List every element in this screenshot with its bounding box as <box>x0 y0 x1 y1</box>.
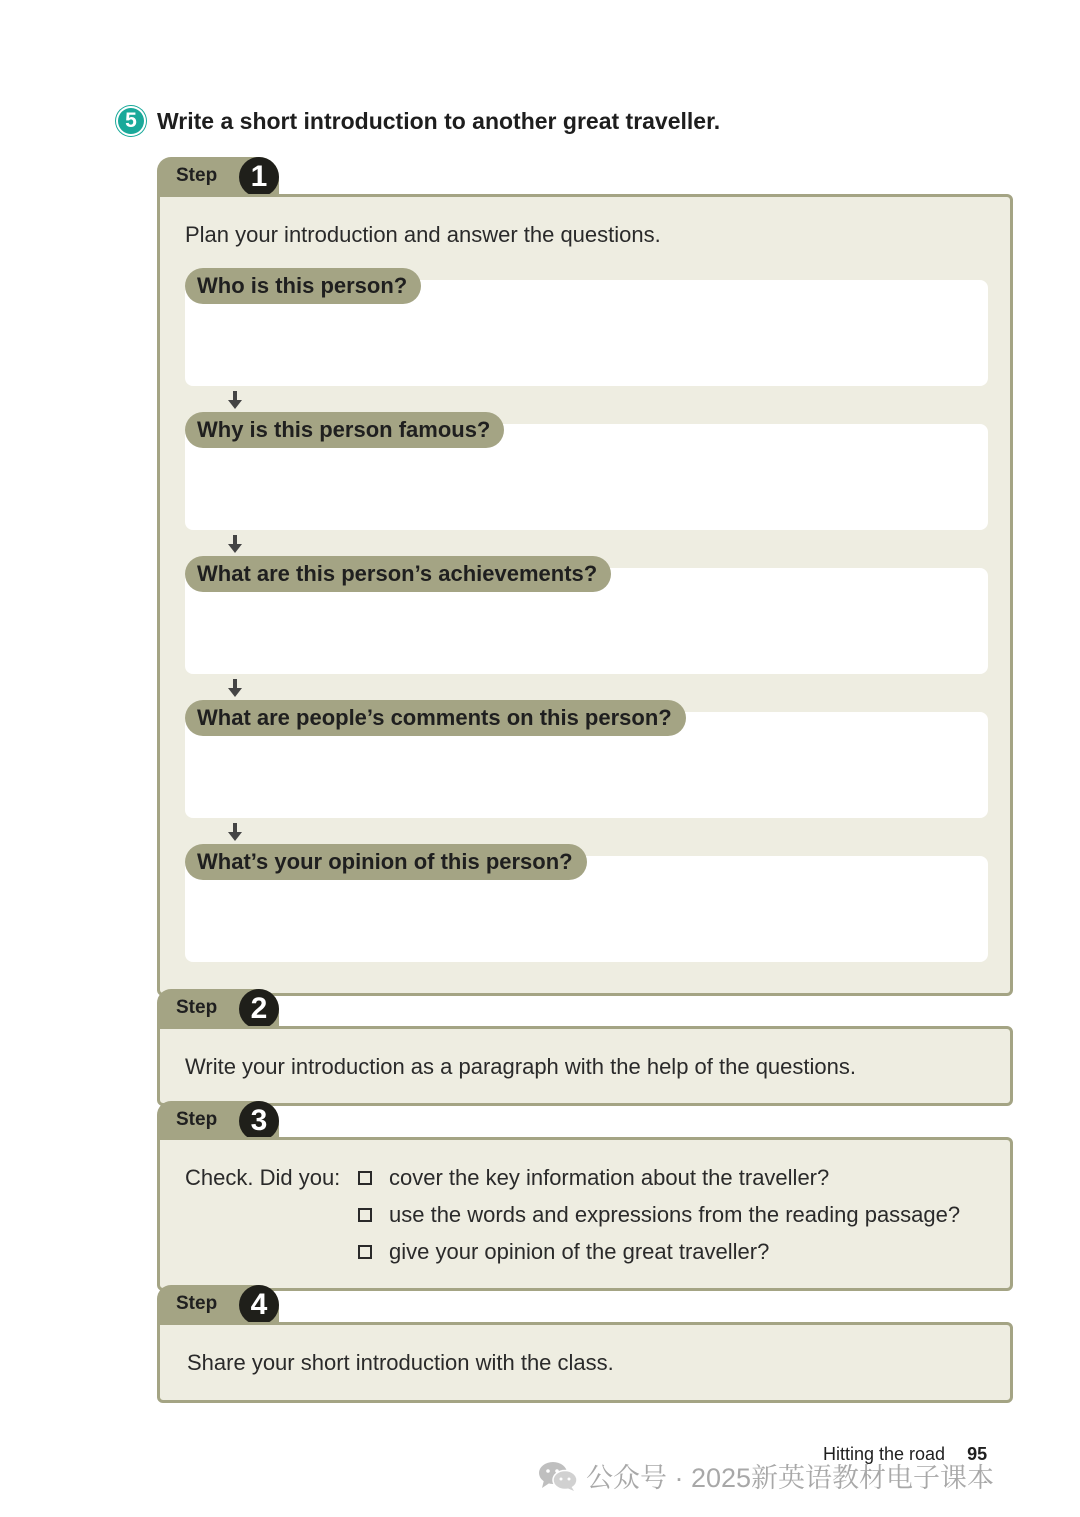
checklist-item[interactable] <box>358 1202 960 1228</box>
checklist-item[interactable] <box>358 1239 769 1265</box>
arrow-down-icon <box>228 823 242 841</box>
checklist-item[interactable] <box>358 1165 829 1191</box>
step-2-tab <box>157 989 279 1029</box>
step-label: Step <box>176 1109 218 1130</box>
step-3-instruction: Check. Did you: <box>185 1165 341 1190</box>
step-label: Step <box>176 165 218 186</box>
step-1-tab <box>157 157 279 197</box>
checklist-text: cover the key information about the traveller? <box>389 1165 830 1190</box>
checkbox[interactable] <box>358 1208 372 1222</box>
step-number: 1 <box>239 157 279 197</box>
step-4-instruction: Share your short introduction with the class. <box>187 1350 614 1375</box>
task-header <box>116 106 720 136</box>
arrow-down-icon <box>228 679 242 697</box>
arrow-down-icon <box>228 535 242 553</box>
watermark <box>538 1456 994 1495</box>
step-1-instruction: Plan your introduction and answer the questions. <box>185 222 661 247</box>
question-who: Who is this person? <box>185 268 421 304</box>
step-2-instruction: Write your introduction as a paragraph with the help of the questions. <box>185 1054 856 1079</box>
page-number: 95 <box>967 1444 988 1464</box>
unit-title: Hitting the road <box>823 1444 946 1464</box>
question-achievements: What are this person’s achievements? <box>185 556 611 592</box>
checkbox[interactable] <box>358 1171 372 1185</box>
checklist-text: give your opinion of the great traveller? <box>389 1239 770 1264</box>
question-comments: What are people’s comments on this person? <box>185 700 686 736</box>
checklist-text: use the words and expressions from the reading passage? <box>389 1202 961 1227</box>
watermark-text: 公众号 · 2025新英语教材电子课本 <box>586 1463 995 1493</box>
step-number: 4 <box>239 1285 279 1325</box>
wechat-icon <box>538 1460 578 1492</box>
checkbox[interactable] <box>358 1245 372 1259</box>
step-label: Step <box>176 1293 218 1314</box>
task-title: Write a short introduction to another great traveller. <box>157 107 721 134</box>
step-3-tab <box>157 1101 279 1141</box>
question-opinion: What’s your opinion of this person? <box>185 844 587 880</box>
step-number: 3 <box>239 1101 279 1141</box>
step-label: Step <box>176 997 218 1018</box>
step-number: 2 <box>239 989 279 1029</box>
step-4-tab <box>157 1285 279 1325</box>
task-number-badge: 5 <box>116 106 146 136</box>
question-famous: Why is this person famous? <box>185 412 504 448</box>
arrow-down-icon <box>228 391 242 409</box>
